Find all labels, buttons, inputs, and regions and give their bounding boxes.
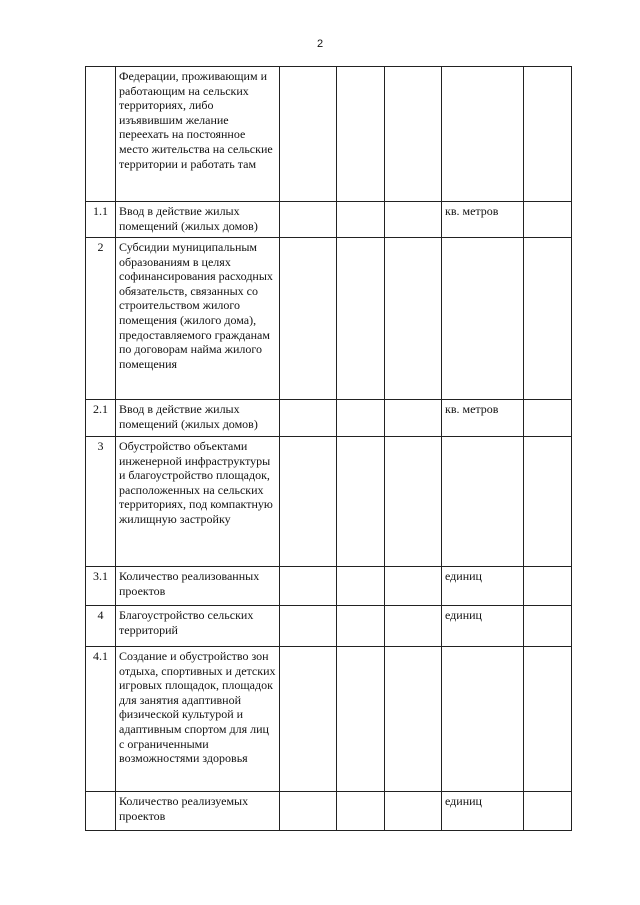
row-description: Благоустройство сельских территорий <box>116 606 280 647</box>
row-description: Количество реализованных проектов <box>116 567 280 606</box>
table-row <box>86 67 572 202</box>
empty-cell <box>337 606 385 647</box>
row-number: 2.1 <box>86 400 116 437</box>
empty-cell <box>385 606 442 647</box>
row-description: Создание и обустройство зон отдыха, спортивных и детских игровых площадок, площадок для занятия адаптивной физической культурой и адаптивным спортом для лиц с ограниченными возможностями здоровья <box>116 647 280 792</box>
row-unit <box>442 647 524 792</box>
empty-cell <box>280 238 337 400</box>
table-row <box>86 400 572 437</box>
row-description: Ввод в действие жилых помещений (жилых домов) <box>116 202 280 238</box>
empty-cell <box>337 400 385 437</box>
empty-cell <box>337 238 385 400</box>
empty-cell <box>524 67 572 202</box>
indicators-table <box>85 66 572 831</box>
row-number: 4.1 <box>86 647 116 792</box>
row-unit: единиц <box>442 792 524 831</box>
empty-cell <box>524 606 572 647</box>
row-unit: кв. метров <box>442 202 524 238</box>
page-number: 2 <box>316 38 324 50</box>
empty-cell <box>280 202 337 238</box>
row-unit <box>442 67 524 202</box>
table-row <box>86 567 572 606</box>
empty-cell <box>337 567 385 606</box>
empty-cell <box>524 400 572 437</box>
empty-cell <box>280 792 337 831</box>
empty-cell <box>524 567 572 606</box>
row-description: Субсидии муниципальным образованиям в целях софинансирования расходных обязательств, связанных со строительством жилого помещения (жилого дома), предоставляемого гражданам по договорам найма жилого помещения <box>116 238 280 400</box>
empty-cell <box>524 792 572 831</box>
empty-cell <box>524 437 572 567</box>
empty-cell <box>280 400 337 437</box>
empty-cell <box>385 647 442 792</box>
table-row <box>86 437 572 567</box>
table-row <box>86 792 572 831</box>
empty-cell <box>280 647 337 792</box>
empty-cell <box>337 437 385 567</box>
row-description: Количество реализуемых проектов <box>116 792 280 831</box>
row-unit: единиц <box>442 606 524 647</box>
row-description: Федерации, проживающим и работающим на сельских территориях, либо изъявившим желание переехать на постоянное место жительства на сельские территории и работать там <box>116 67 280 202</box>
table-row <box>86 202 572 238</box>
table-row <box>86 238 572 400</box>
empty-cell <box>280 606 337 647</box>
empty-cell <box>524 238 572 400</box>
row-number <box>86 67 116 202</box>
empty-cell <box>337 202 385 238</box>
empty-cell <box>280 67 337 202</box>
empty-cell <box>385 792 442 831</box>
row-unit: единиц <box>442 567 524 606</box>
empty-cell <box>385 400 442 437</box>
empty-cell <box>524 202 572 238</box>
empty-cell <box>337 792 385 831</box>
empty-cell <box>385 202 442 238</box>
empty-cell <box>385 67 442 202</box>
row-number <box>86 792 116 831</box>
row-description: Ввод в действие жилых помещений (жилых домов) <box>116 400 280 437</box>
empty-cell <box>280 437 337 567</box>
empty-cell <box>385 238 442 400</box>
table-row <box>86 647 572 792</box>
row-number: 1.1 <box>86 202 116 238</box>
empty-cell <box>337 67 385 202</box>
table-row <box>86 606 572 647</box>
row-number: 2 <box>86 238 116 400</box>
empty-cell <box>280 567 337 606</box>
row-unit <box>442 437 524 567</box>
empty-cell <box>524 647 572 792</box>
row-unit: кв. метров <box>442 400 524 437</box>
row-number: 3.1 <box>86 567 116 606</box>
empty-cell <box>385 437 442 567</box>
row-unit <box>442 238 524 400</box>
row-number: 4 <box>86 606 116 647</box>
row-description: Обустройство объектами инженерной инфраструктуры и благоустройство площадок, расположенных на сельских территориях, под компактную жилищную застройку <box>116 437 280 567</box>
empty-cell <box>385 567 442 606</box>
row-number: 3 <box>86 437 116 567</box>
empty-cell <box>337 647 385 792</box>
